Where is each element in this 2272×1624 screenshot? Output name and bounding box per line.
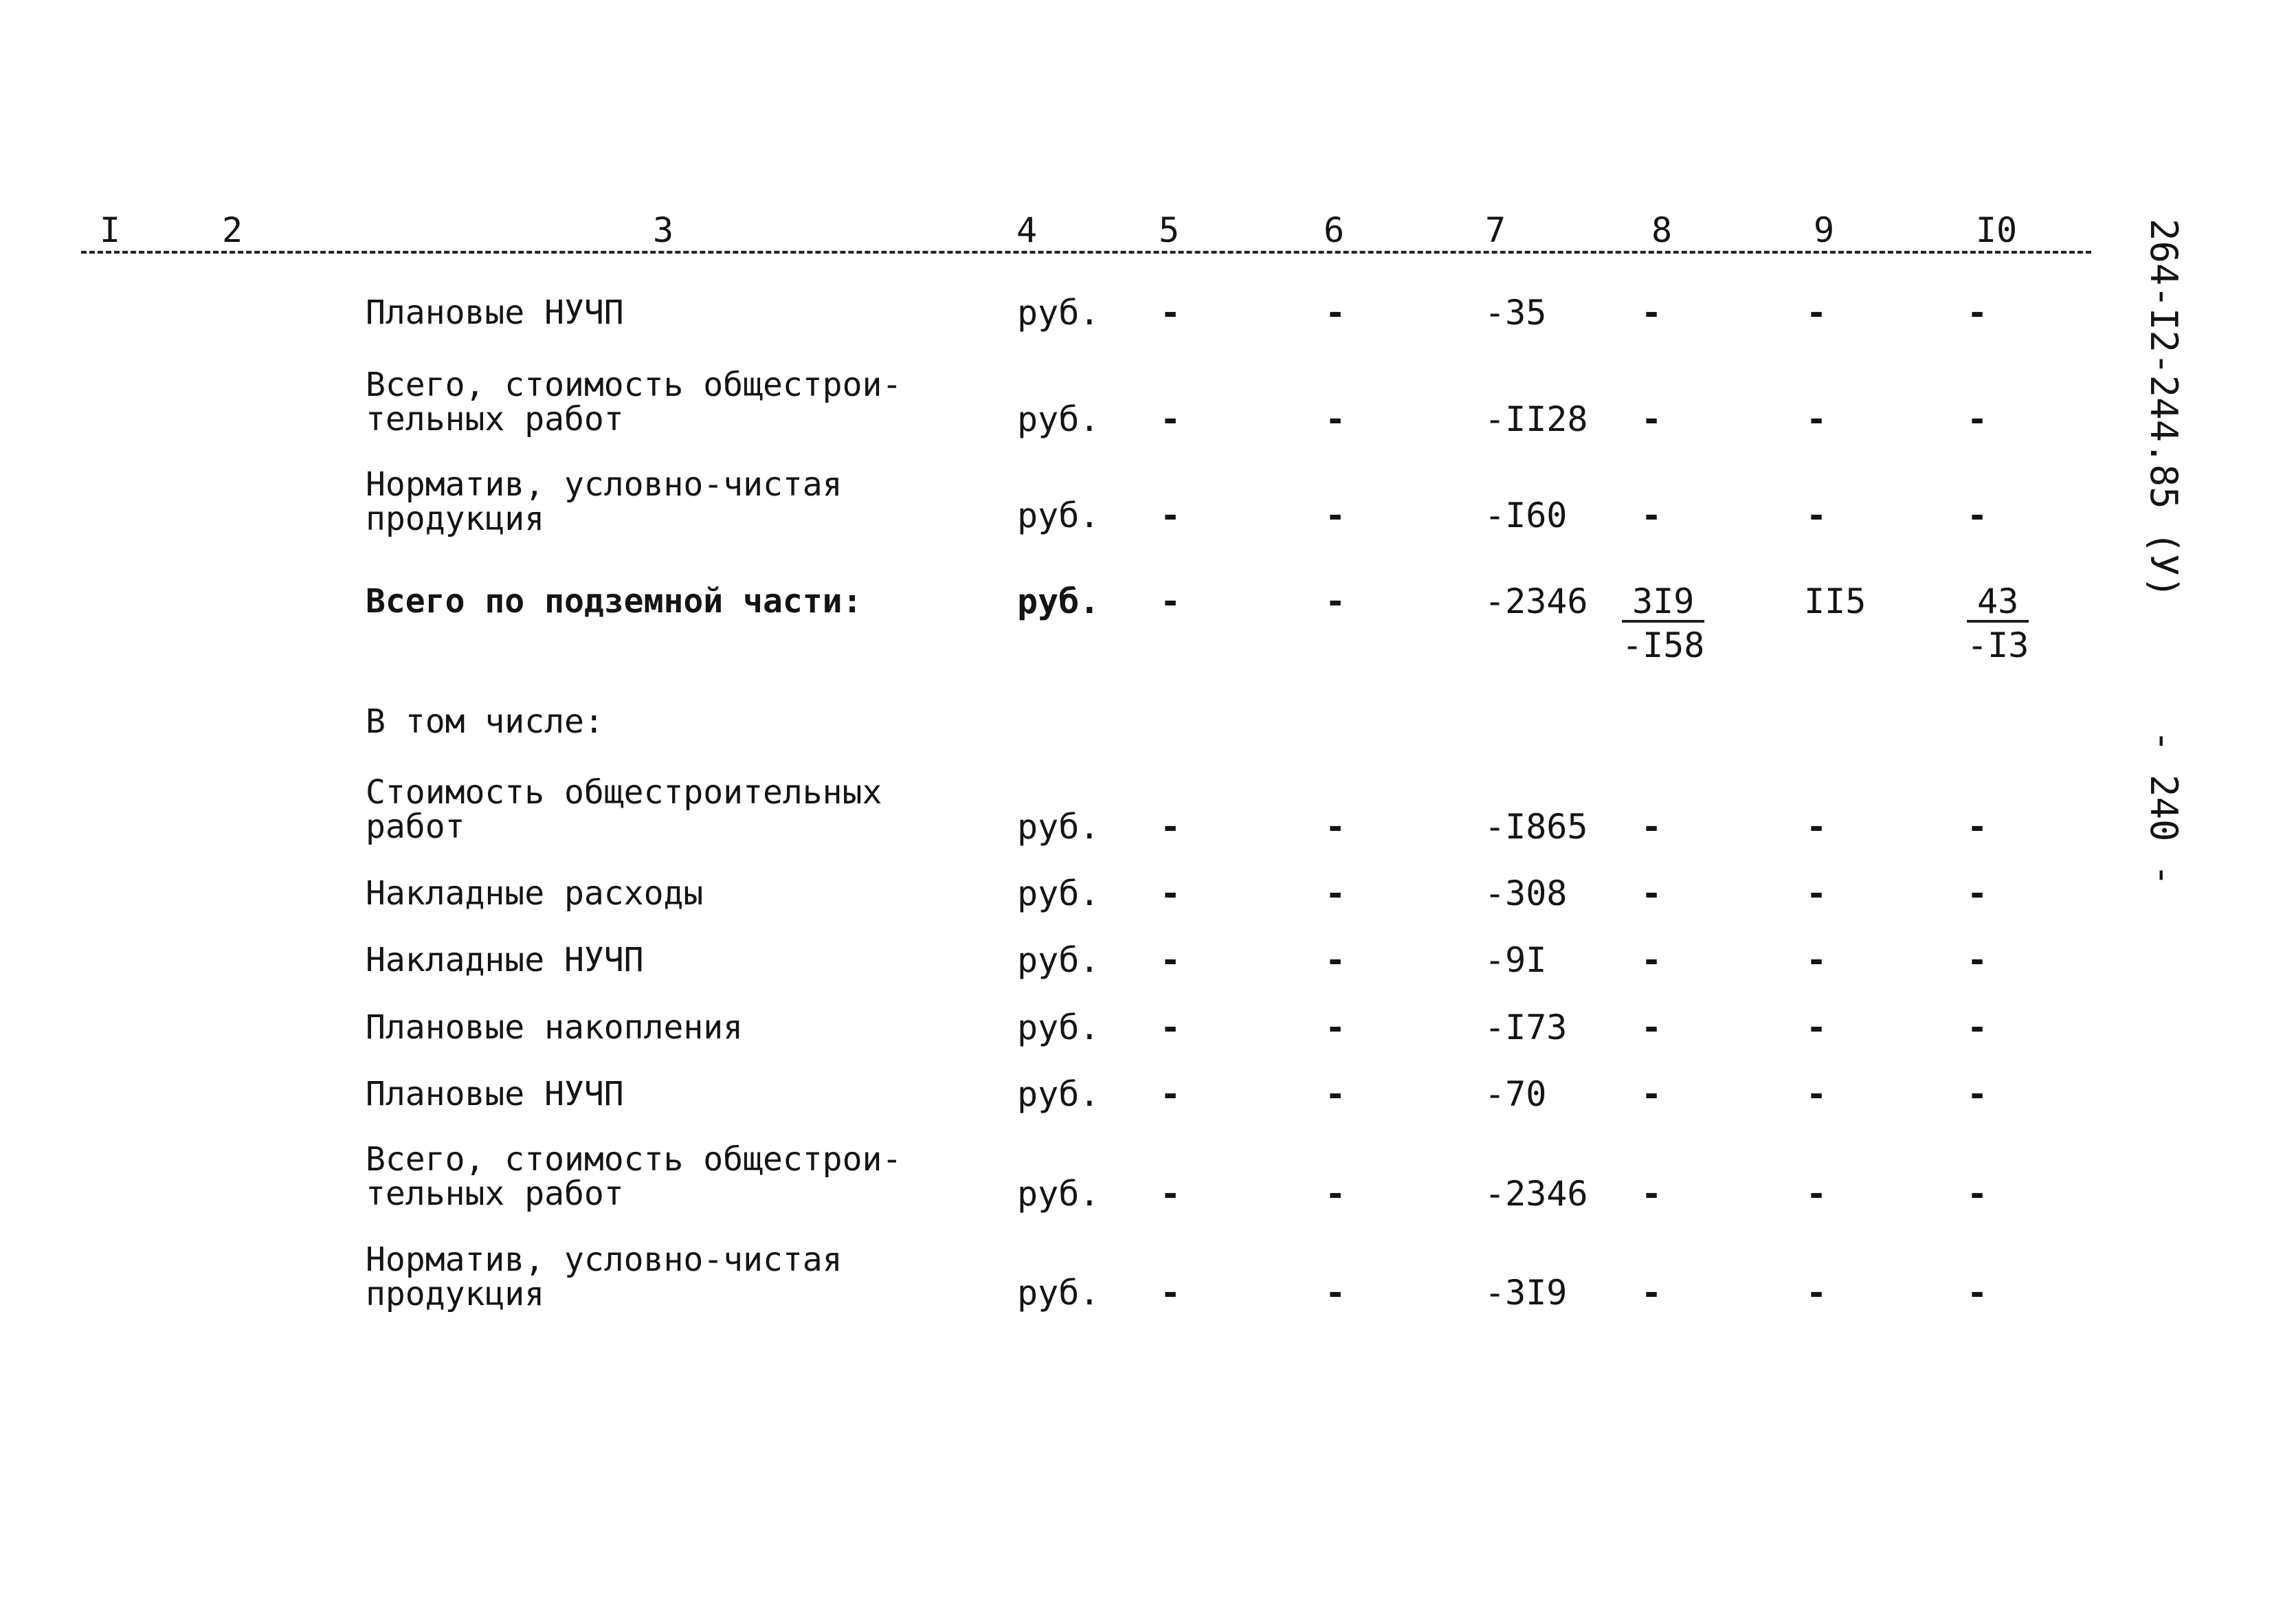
col5-value: - (1160, 293, 1181, 333)
col8-value: - (1641, 1008, 1662, 1047)
col7-value: -70 (1484, 1074, 1547, 1114)
col8-denominator: -I58 (1622, 625, 1705, 665)
column-number-9: 9 (1813, 210, 1835, 250)
col5-value: - (1160, 940, 1181, 980)
col10-value: - (1967, 807, 1988, 847)
page-number: - 240 - (2142, 730, 2185, 887)
col6-value: - (1325, 581, 1346, 621)
col7-value: -35 (1484, 293, 1547, 333)
row-unit: руб. (1017, 1174, 1100, 1214)
column-number-7: 7 (1484, 210, 1506, 250)
col10-value: - (1967, 874, 1988, 913)
row-unit: руб. (1017, 581, 1100, 621)
column-number-1: I (99, 210, 121, 250)
col10-value: - (1967, 1008, 1988, 1047)
row-unit: руб. (1017, 399, 1100, 439)
column-number-3: 3 (652, 210, 674, 250)
col10-numerator: 43 (1967, 584, 2029, 623)
column-number-10: I0 (1975, 210, 2018, 250)
col9-value: - (1806, 1074, 1827, 1114)
col9-value: - (1806, 399, 1827, 439)
col6-value: - (1325, 293, 1346, 333)
col10-value: - (1967, 399, 1988, 439)
col8-value: - (1641, 293, 1662, 333)
col9-value: - (1806, 1273, 1827, 1313)
col9-value: - (1806, 293, 1827, 333)
col10-denominator: -I3 (1967, 625, 2029, 665)
col6-value: - (1325, 1174, 1346, 1214)
col7-value: -308 (1484, 874, 1568, 913)
column-number-2: 2 (221, 210, 243, 250)
col6-value: - (1325, 1273, 1346, 1313)
col5-value: - (1160, 874, 1181, 913)
row-name: Норматив, условно-чистая продукция (366, 465, 843, 538)
row-unit: руб. (1017, 293, 1100, 333)
col7-value: -2346 (1484, 1174, 1588, 1214)
column-number-header (0, 206, 2272, 254)
col5-value: - (1160, 399, 1181, 439)
col10-value: - (1967, 1273, 1988, 1313)
row-name: Всего по подземной части: (366, 582, 862, 621)
col9-value: II5 (1804, 581, 1867, 621)
col9-value: - (1806, 1008, 1827, 1047)
row-name: Норматив, условно-чистая продукция (366, 1241, 843, 1313)
row-unit: руб. (1017, 1074, 1100, 1114)
col5-value: - (1160, 496, 1181, 535)
col6-value: - (1325, 807, 1346, 847)
column-number-6: 6 (1323, 210, 1345, 250)
col7-value: -II28 (1484, 399, 1588, 439)
row-name: Всего, стоимость общестрои- тельных работ (366, 366, 902, 438)
column-number-5: 5 (1158, 210, 1180, 250)
col5-value: - (1160, 1273, 1181, 1313)
section-label: В том числе: (366, 702, 604, 741)
row-name: Накладные НУЧП (366, 941, 644, 979)
row-name: Всего, стоимость общестрои- тельных работ (366, 1140, 902, 1213)
row-name: Плановые НУЧП (366, 1075, 624, 1113)
row-unit: руб. (1017, 874, 1100, 913)
header-divider (81, 251, 2091, 254)
col8-value: - (1641, 1174, 1662, 1214)
row-name: Плановые НУЧП (366, 293, 624, 332)
col8-value: - (1641, 874, 1662, 913)
col8-value: - (1641, 940, 1662, 980)
col8-value: - (1641, 399, 1662, 439)
row-unit: руб. (1017, 496, 1100, 535)
col9-value: - (1806, 1174, 1827, 1214)
col8-value: - (1641, 1273, 1662, 1313)
col6-value: - (1325, 1008, 1346, 1047)
col10-value: - (1967, 1074, 1988, 1114)
col7-value: -3I9 (1484, 1273, 1568, 1313)
col7-value: -I865 (1484, 807, 1588, 847)
col9-value: - (1806, 496, 1827, 535)
col9-value: - (1806, 874, 1827, 913)
col7-value: -I60 (1484, 496, 1568, 535)
column-number-8: 8 (1651, 210, 1673, 250)
col8-value: - (1641, 807, 1662, 847)
col5-value: - (1160, 581, 1181, 621)
col9-value: - (1806, 807, 1827, 847)
document-code: 264-I2-244.85 (У) (2142, 219, 2185, 599)
col7-value: -2346 (1484, 581, 1588, 621)
col10-value: - (1967, 940, 1988, 980)
col5-value: - (1160, 1008, 1181, 1047)
col10-value: - (1967, 293, 1988, 333)
col7-value: -9I (1484, 940, 1547, 980)
column-number-4: 4 (1016, 210, 1038, 250)
col6-value: - (1325, 399, 1346, 439)
col8-value: - (1641, 496, 1662, 535)
col10-value: - (1967, 496, 1988, 535)
col5-value: - (1160, 1074, 1181, 1114)
col5-value: - (1160, 807, 1181, 847)
row-unit: руб. (1017, 1273, 1100, 1313)
col8-numerator: 3I9 (1622, 584, 1704, 623)
col6-value: - (1325, 496, 1346, 535)
col7-value: -I73 (1484, 1008, 1568, 1047)
row-name: Плановые накопления (366, 1008, 744, 1047)
row-name: Стоимость общестроительных работ (366, 773, 882, 846)
row-name: Накладные расходы (366, 874, 704, 913)
col8-value: - (1641, 1074, 1662, 1114)
col6-value: - (1325, 874, 1346, 913)
row-unit: руб. (1017, 940, 1100, 980)
col6-value: - (1325, 1074, 1346, 1114)
col10-fraction (1967, 581, 2029, 665)
col9-value: - (1806, 940, 1827, 980)
row-unit: руб. (1017, 807, 1100, 847)
col10-value: - (1967, 1174, 1988, 1214)
col5-value: - (1160, 1174, 1181, 1214)
col6-value: - (1325, 940, 1346, 980)
row-unit: руб. (1017, 1008, 1100, 1047)
col8-fraction (1622, 581, 1705, 665)
